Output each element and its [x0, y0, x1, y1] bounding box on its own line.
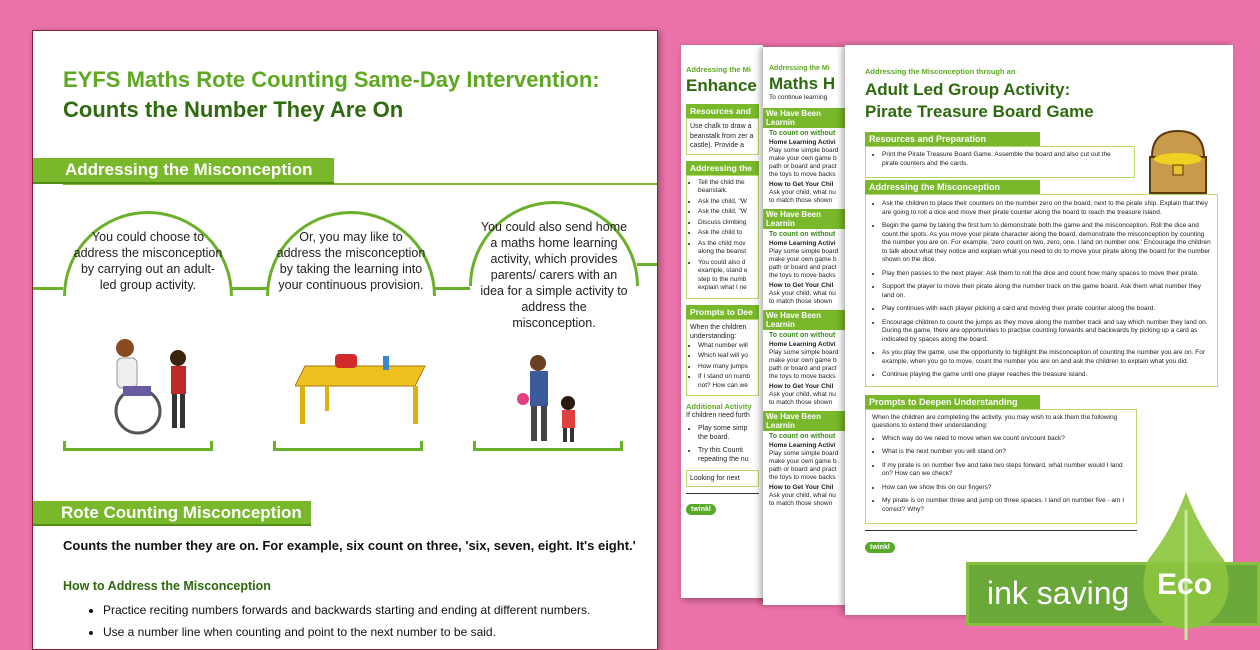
- list-item: • If my pirate is on number five and take two steps forward, what number would I land on? How can we check?: [882, 462, 1130, 479]
- learning-block: [763, 411, 845, 508]
- ink-saving-label: ink saving: [987, 575, 1130, 611]
- twinkl-logo: twinkl: [686, 504, 716, 515]
- list-item: • Use a number line when counting and point to the next number to be said.: [103, 621, 590, 643]
- section-header-addressing: Addressing the Misconception: [33, 158, 334, 184]
- list-item: • Play then passes to the next player. Ask them to roll the dice and count how many spaces to move their pirate.: [882, 270, 1211, 279]
- how-heading: How to Address the Misconception: [63, 579, 271, 593]
- list-item: • Encourage children to count the jumps as they move along the number track and say which number they land on. During the game, there are opportunities to practise counting forwards and backwards by picking up a card as indicated by spaces along the board.: [882, 319, 1211, 345]
- home-learning-text: Play some simple board make your own game b path or board and pract the toys to move backs: [769, 450, 839, 481]
- home-learning-text: Play some simple board make your own game b path or board and pract the toys to move backs: [769, 147, 839, 178]
- how-heading: How to Get Your Chil: [769, 181, 834, 188]
- section-header: Prompts to Deepen Understanding: [865, 395, 1040, 409]
- how-heading: How to Get Your Chil: [769, 282, 834, 289]
- section-header: Addressing the: [686, 161, 759, 175]
- list-item: • As you play the game, use the opportunity to highlight the misconception of counting the number you are on. For example, when you go to move, count the number you are on and ask the children to explain what you did.: [882, 349, 1211, 366]
- section-list: [686, 175, 759, 299]
- connector: [637, 263, 658, 266]
- eco-leaf-icon: [1140, 490, 1232, 640]
- page-title: Maths H: [769, 74, 836, 93]
- section-header: Prompts to Dee: [686, 305, 759, 319]
- home-learning-heading: Home Learning Activi: [769, 341, 836, 348]
- twinkl-logo: twinkl: [865, 542, 895, 553]
- adult-child-illustration-icon: [93, 336, 203, 441]
- how-heading: How to Get Your Chil: [769, 484, 834, 491]
- option-text: You could choose to address the misconception by carrying out an adult-led group activity.: [73, 230, 223, 292]
- block-subtitle: To count on without: [769, 433, 836, 440]
- title-line: Pirate Treasure Board Game: [865, 102, 1094, 121]
- section-list: [865, 146, 1135, 178]
- list-item: • My pirate is on number three and jump on three spaces. I land on number five - am I correct? Why?: [882, 497, 1130, 514]
- list-item: • Continue playing the game until one player reaches the treasure island.: [882, 371, 1211, 380]
- block-header: We Have Been Learnin: [763, 108, 845, 128]
- list-item: • How many jumps: [698, 363, 755, 372]
- intro-text: To continue learning: [769, 94, 828, 101]
- list-item: • Try this Counti repeating the nu: [698, 446, 759, 465]
- bracket-decoration: [473, 441, 623, 451]
- section-box: [686, 319, 759, 397]
- page-title: Enhance: [686, 76, 757, 95]
- preview-page-enhance: [681, 45, 763, 598]
- list-item: • What is the next number you will stand on?: [882, 448, 1130, 457]
- eco-label: Eco: [1157, 568, 1213, 601]
- page-subtitle: Addressing the Mi: [769, 65, 830, 72]
- bracket-decoration: [63, 441, 213, 451]
- home-learning-heading: Home Learning Activi: [769, 442, 836, 449]
- list-item: • Play some simp the board.: [698, 424, 759, 443]
- preview-page-home-learning: [763, 47, 845, 605]
- page-subtitle: Addressing the Misconception through an: [865, 67, 1016, 76]
- how-text: Ask your child, what nu to match those shown: [769, 391, 836, 406]
- list-item: • Ask the child, "W: [698, 208, 755, 217]
- list-item: • Print the Pirate Treasure Board Game. Assemble the board and also cut out the pirate counters and the cards.: [882, 151, 1128, 168]
- list-item: • Which leaf will yo: [698, 352, 755, 361]
- list-item: • Support the player to move their pirate along the number track on the game board. Ask them what number they land on.: [882, 283, 1211, 300]
- misconception-text: Counts the number they are on. For example, six count on three, 'six, seven, eight. It's eight.': [63, 538, 636, 553]
- block-subtitle: To count on without: [769, 231, 836, 238]
- section-text: Use chalk to draw a beanstalk from zer a castle). Provide a: [686, 118, 759, 155]
- section-header: Addressing the Misconception: [865, 180, 1040, 194]
- main-document-page: [32, 30, 658, 650]
- table-illustration-icon: [295, 346, 435, 426]
- home-learning-text: Play some simple board make your own game b path or board and pract the toys to move backs: [769, 248, 839, 279]
- home-learning-heading: Home Learning Activi: [769, 139, 836, 146]
- list-item: • How can we show this on our fingers?: [882, 484, 1130, 493]
- section-list: [865, 194, 1218, 387]
- option-text: Or, you may like to address the misconception by taking the learning into your continuous provision.: [276, 230, 426, 292]
- how-text: Ask your child, what nu to match those shown: [769, 290, 836, 305]
- learning-block: [763, 209, 845, 306]
- parent-child-illustration-icon: [513, 351, 603, 446]
- section-text: When the children understanding:: [690, 323, 747, 340]
- connector: [434, 287, 470, 290]
- list-item: • As the child mov along the beanst: [698, 240, 755, 257]
- section-header: Resources and: [686, 104, 759, 118]
- block-subtitle: To count on without: [769, 130, 836, 137]
- section-box: [865, 409, 1137, 525]
- home-learning-heading: Home Learning Activi: [769, 240, 836, 247]
- learning-block: [763, 108, 845, 205]
- document-subtitle: Counts the Number They Are On: [63, 97, 404, 122]
- block-header: We Have Been Learnin: [763, 310, 845, 330]
- how-list: [103, 599, 590, 643]
- list-item: • Ask the child to: [698, 229, 755, 238]
- list-item: • Ask the child, "W: [698, 198, 755, 207]
- section-heading: Additional Activity: [686, 402, 752, 411]
- page-title: [865, 79, 1233, 123]
- looking-box: Looking for next: [686, 470, 759, 488]
- list-item: • Ask the children to place their counters on the number zero on the board, next to the pirate ship. Explain that they are going to roll a dice and move their pirate counter along the board to reach the treasure island.: [882, 200, 1211, 217]
- title-line: Adult Led Group Activity:: [865, 80, 1071, 99]
- list-item: • Discuss climbing: [698, 219, 755, 228]
- list-item: • Begin the game by taking the first turn to demonstrate both the game and the misconception. Roll the dice and count the spots. As you move your pirate character along the board, demonstrate the misconception by counting the number you are on. For example, 'zero count on two, zero, one. I land on number one.' Encourage the children to talk about what they notice and explain what you need to do to move your pirate along the board for the number shown on the dice.: [882, 222, 1211, 265]
- list-item: • Play continues with each player picking a card and moving their pirate counter along the board.: [882, 305, 1211, 314]
- how-text: Ask your child, what nu to match those shown: [769, 189, 836, 204]
- section-header: Resources and Preparation: [865, 132, 1040, 146]
- section-text: When the children are completing the activity, you may wish to ask them the following questions to extend their understanding:: [872, 413, 1118, 429]
- list-item: • Which way do we need to move when we count on/count back?: [882, 435, 1130, 444]
- option-text: You could also send home a maths home learning activity, which provides parents/ carers with an idea for a simple activity to address the misconception.: [480, 220, 628, 330]
- page-subtitle: Addressing the Mi: [686, 65, 752, 74]
- bracket-decoration: [273, 441, 423, 451]
- connector: [231, 287, 267, 290]
- home-learning-text: Play some simple board make your own game b path or board and pract the toys to move backs: [769, 349, 839, 380]
- learning-block: [763, 310, 845, 407]
- block-header: We Have Been Learnin: [763, 209, 845, 229]
- list-item: • Practice reciting numbers forwards and backwards starting and ending at different numbers.: [103, 599, 590, 621]
- how-heading: How to Get Your Chil: [769, 383, 834, 390]
- section-text: If children need furth: [686, 412, 750, 419]
- block-header: We Have Been Learnin: [763, 411, 845, 431]
- section-header-rote-counting: Rote Counting Misconception: [33, 501, 311, 526]
- how-text: Ask your child, what nu to match those shown: [769, 492, 836, 507]
- block-subtitle: To count on without: [769, 332, 836, 339]
- list-item: • Tell the child the beanstalk.: [698, 179, 755, 196]
- list-item: • What number will: [698, 342, 755, 351]
- connector: [33, 287, 63, 290]
- document-title: EYFS Maths Rote Counting Same-Day Intervention:: [63, 67, 600, 92]
- list-item: • You could also d example, stand e step to the numb explain what I ne: [698, 259, 755, 293]
- list-item: • If I stand on numb not? How can we: [698, 373, 755, 390]
